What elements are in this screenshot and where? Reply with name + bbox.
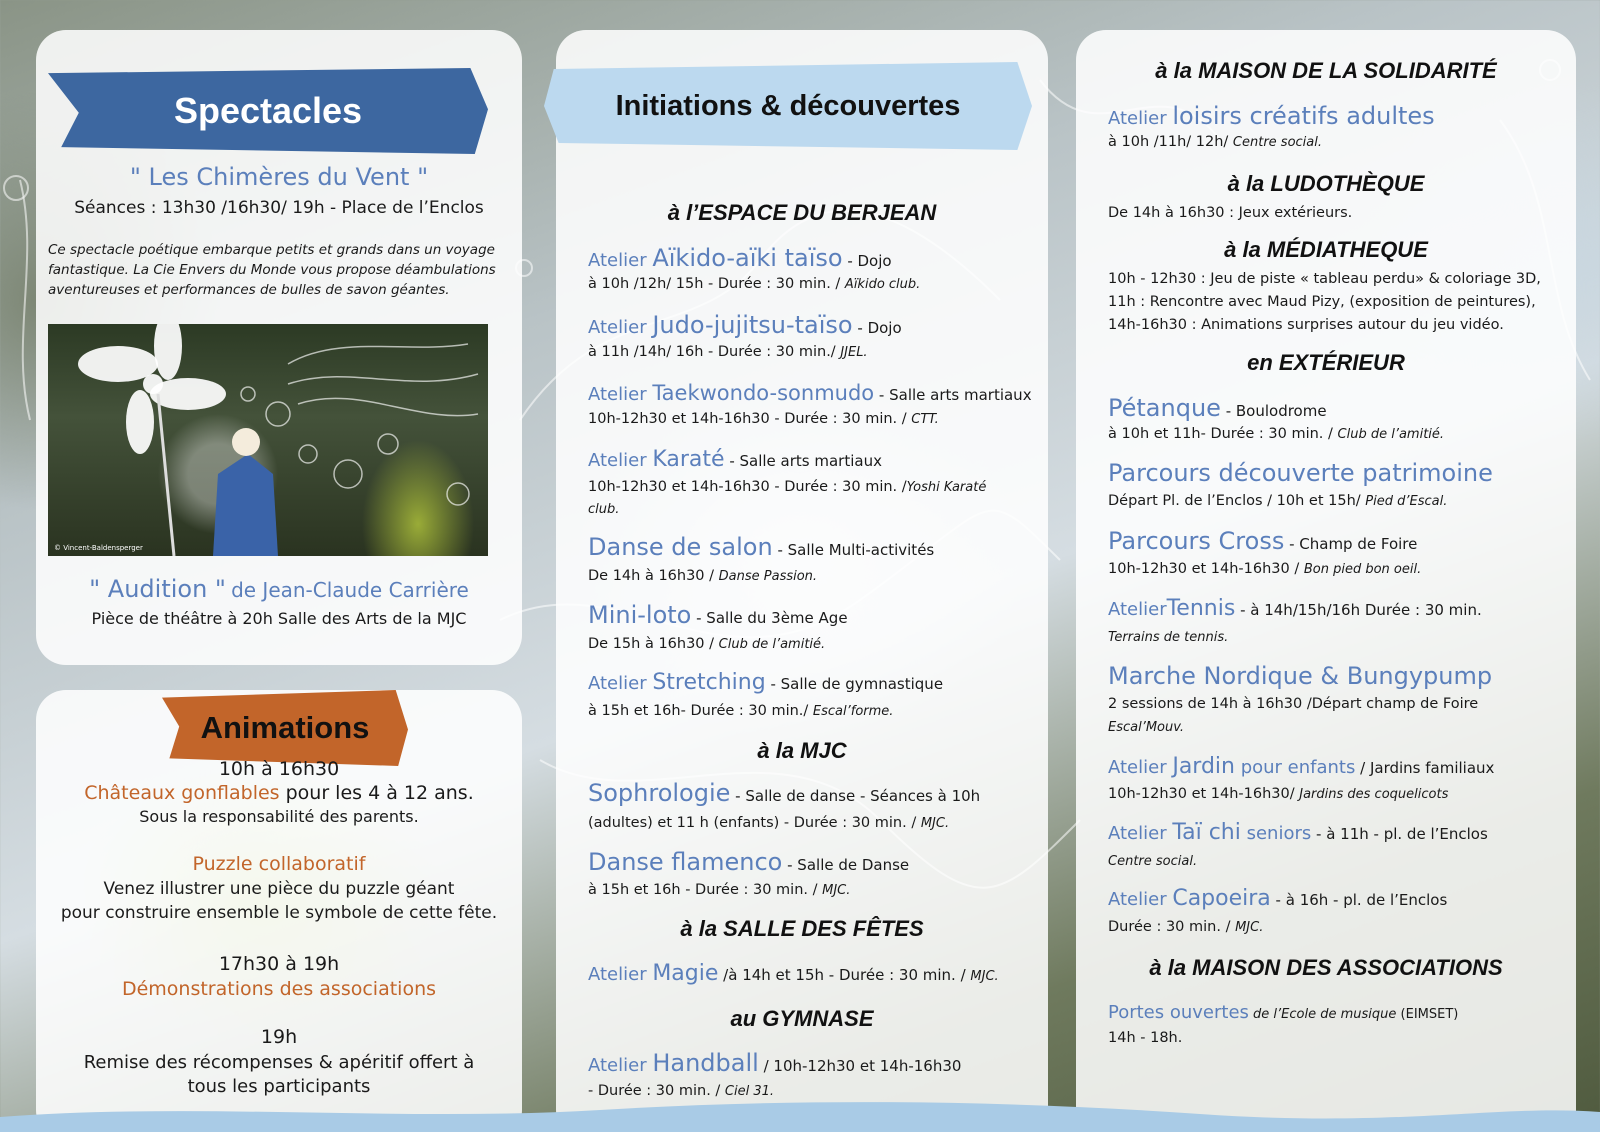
activity-stretching (588, 670, 943, 695)
activity-loisirs-detail (1108, 134, 1322, 150)
activity-prefix: Atelier (588, 384, 653, 405)
ludotheque-detail: De 14h à 16h30 : Jeux extérieurs. (1108, 205, 1353, 221)
activity-judo (588, 311, 902, 339)
audition-title-line (36, 575, 522, 603)
activity-portes-ouvertes (1108, 1002, 1458, 1023)
activity-karate (588, 447, 882, 472)
spectacles-title: Spectacles (173, 90, 363, 131)
activity-place: - à 16h - pl. de l’Enclos (1270, 891, 1448, 909)
activity-sub: de l’Ecole de musique (1248, 1007, 1397, 1022)
activity-prefix: Atelier (1108, 889, 1173, 910)
activity-danse-salon-detail (588, 568, 817, 584)
initiations-title: Initiations & découvertes (615, 90, 961, 122)
activity-detail: à 10h et 11h- Durée : 30 min. / (1108, 426, 1338, 442)
activity-org: MJC. (822, 883, 851, 898)
activity-taekwondo-detail (588, 411, 939, 427)
activity-detail: à 15h et 16h- Durée : 30 min./ (588, 703, 813, 719)
audition-title: " Audition " (89, 575, 226, 603)
anim-title-3: Démonstrations des associations (121, 978, 437, 1000)
mediatheque-line-2: 11h : Rencontre avec Maud Pizy, (exposition de peintures), (1108, 294, 1536, 310)
activity-prefix: Atelier (588, 450, 653, 471)
activity-stretching-detail (588, 703, 893, 719)
activity-org: MJC. (920, 816, 950, 831)
activity-petanque (1108, 394, 1327, 422)
activity-detail: à 10h /11h/ 12h/ (1108, 134, 1233, 150)
activity-place: - Salle arts martiaux (724, 452, 882, 470)
activity-jardin-detail (1108, 786, 1448, 802)
activity-org: Centre social. (1108, 854, 1198, 869)
activity-place: - Dojo (842, 252, 892, 270)
activity-place: - Boulodrome (1220, 402, 1327, 420)
bubble-show-photo (48, 324, 488, 556)
activity-place: - à 14h/15h/16h Durée : 30 min. (1235, 601, 1482, 619)
activity-detail: Durée : 30 min. / (1108, 919, 1236, 935)
activity-mini-loto-detail (588, 636, 825, 652)
activity-place: - Salle du 3ème Age (691, 609, 848, 627)
activity-detail: De 15h à 16h30 / (588, 636, 719, 652)
activity-prefix: Atelier (1108, 757, 1173, 778)
activity-org: Club de l’amitié. (1337, 427, 1445, 442)
section-salle-fetes: à la SALLE DES FÊTES (680, 916, 924, 941)
activity-taekwondo (588, 381, 1032, 405)
activity-org: Centre social. (1232, 135, 1322, 150)
section-associations: à la MAISON DES ASSOCIATIONS (1149, 955, 1503, 980)
activity-detail: à 10h /12h/ 15h - Durée : 30 min. / (588, 276, 845, 292)
activity-place: - Champ de Foire (1284, 535, 1418, 553)
activity-karate-detail-2 (588, 501, 619, 517)
activity-name-suffix: pour enfants (1234, 757, 1356, 778)
activity-loisirs-creatifs (1108, 102, 1435, 130)
section-mediatheque: à la MÉDIATHEQUE (1224, 237, 1428, 262)
activity-handball (588, 1049, 961, 1077)
activity-capoeira (1108, 886, 1447, 911)
activity-name: Magie (652, 961, 719, 986)
activity-name: Pétanque (1108, 394, 1221, 422)
activity-prefix: Atelier (588, 250, 653, 271)
activity-place: - Salle Multi-activités (772, 541, 935, 559)
activity-prefix: Atelier (588, 1055, 653, 1076)
show-description-1: Ce spectacle poétique embarque petits et grands dans un voyage (48, 242, 495, 258)
activity-detail: Départ Pl. de l’Enclos / 10h et 15h/ (1108, 493, 1366, 509)
activity-patrimoine-detail (1108, 493, 1447, 509)
activity-name: Danse de salon (588, 533, 773, 561)
activity-name: loisirs créatifs adultes (1172, 102, 1435, 130)
activity-karate-detail (588, 479, 986, 495)
venues-panel (1076, 30, 1576, 1132)
activity-detail: - Durée : 30 min. / (588, 1083, 725, 1099)
activity-detail: à 15h et 16h - Durée : 30 min. / (588, 882, 823, 898)
activity-prefix: Atelier (588, 673, 653, 694)
activity-sophrologie (588, 779, 980, 807)
section-solidarite: à la MAISON DE LA SOLIDARITÉ (1155, 58, 1497, 83)
mediatheque-line-3: 14h-16h30 : Animations surprises autour du jeu vidéo. (1108, 317, 1504, 333)
show-description-3: aventureuses et performances de bulles de savon géantes. (48, 282, 450, 298)
activity-detail: à 11h /14h/ 16h - Durée : 30 min./ (588, 344, 841, 360)
activity-place: - Salle de danse - Séances à 10h (730, 787, 981, 805)
anim-time-4: 19h (260, 1026, 298, 1048)
activity-capoeira-detail (1108, 919, 1263, 935)
show-title: " Les Chimères du Vent " (129, 163, 429, 191)
activity-prefix: Atelier (588, 317, 653, 338)
show-description-2: fantastique. La Cie Envers du Monde vous propose déambulations (48, 262, 496, 278)
activity-name: Judo-jujitsu-taïso (652, 311, 853, 339)
section-exterieur: en EXTÉRIEUR (1247, 350, 1405, 375)
activity-name: Mini-loto (588, 601, 692, 629)
anim-line-1 (36, 782, 522, 804)
photo-credit: © Vincent-Baldensperger (54, 544, 143, 552)
audition-info: Pièce de théâtre à 20h Salle des Arts de la MJC (91, 609, 467, 628)
activity-org: Bon pied bon oeil. (1303, 562, 1422, 577)
activity-danse-salon (588, 533, 934, 561)
activity-org: club. (588, 502, 620, 517)
activity-detail: /à 14h et 15h - Durée : 30 min. / (718, 966, 971, 984)
activity-place: - à 11h - pl. de l’Enclos (1311, 825, 1488, 843)
section-ludotheque: à la LUDOTHÈQUE (1227, 171, 1425, 196)
activity-name-suffix: seniors (1240, 823, 1312, 844)
activity-org: MJC. (970, 969, 999, 984)
activity-place: / Jardins familiaux (1355, 759, 1495, 777)
activity-org: Ciel 31. (724, 1084, 775, 1099)
activity-name: Capoeira (1172, 886, 1271, 911)
activity-jardin (1108, 754, 1494, 779)
activity-prefix: Atelier (1108, 823, 1173, 844)
section-mjc: à la MJC (757, 738, 847, 763)
activity-org: Yoshi Karaté (906, 480, 987, 495)
activity-portes-ouvertes-detail: 14h - 18h. (1108, 1030, 1183, 1046)
activity-org: Aïkido club. (844, 277, 921, 292)
anim-line-4a: Remise des récompenses & apéritif offert à (83, 1052, 475, 1073)
activity-cross-detail (1108, 561, 1421, 577)
anim-rest-1: pour les 4 à 12 ans. (279, 782, 474, 804)
activity-org: Danse Passion. (718, 569, 818, 584)
activity-prefix: Atelier (588, 964, 653, 985)
activity-place: / 10h-12h30 et 14h-16h30 (758, 1057, 962, 1075)
activity-place: - Salle de gymnastique (765, 675, 944, 693)
activity-taichi (1108, 820, 1488, 845)
anim-highlight-1: Châteaux gonflables (84, 782, 280, 804)
activity-name: Sophrologie (588, 779, 731, 807)
activity-place: - Salle de Danse (782, 856, 910, 874)
activity-sub-2: (EIMSET) (1396, 1007, 1459, 1022)
activity-cross (1108, 527, 1417, 555)
activity-place: - Dojo (852, 319, 902, 337)
bottom-wave (0, 1092, 1600, 1132)
activity-org: Pied d’Escal. (1365, 494, 1448, 509)
activity-aikido-detail (588, 276, 920, 292)
photo-illustration (48, 324, 488, 556)
show-seances: Séances : 13h30 /16h30/ 19h - Place de l’Enclos (74, 198, 484, 218)
activity-detail: 10h-12h30 et 14h-16h30 - Durée : 30 min. / (588, 479, 907, 495)
activity-tennis (1108, 596, 1482, 621)
activity-org: MJC. (1235, 920, 1264, 935)
activity-name: Stretching (652, 670, 766, 695)
activity-prefix: Atelier (1108, 599, 1167, 620)
activity-name: Taekwondo-sonmudo (652, 381, 875, 405)
anim-time-3: 17h30 à 19h (218, 953, 340, 975)
activity-taichi-detail (1108, 853, 1197, 869)
initiations-panel (556, 30, 1048, 1132)
activity-prefix: Atelier (1108, 108, 1173, 129)
activity-marche-nordique (1108, 662, 1492, 690)
section-gymnase: au GYMNASE (730, 1006, 874, 1031)
activity-name: Handball (652, 1049, 759, 1077)
activity-name: Taï chi (1172, 820, 1241, 845)
activity-org: Escal’forme. (812, 704, 894, 719)
activity-name: Jardin (1172, 754, 1235, 779)
anim-title-2: Puzzle collaboratif (192, 853, 366, 875)
activity-flamenco (588, 848, 909, 876)
activity-org: Club de l’amitié. (718, 637, 826, 652)
section-espace-berjean: à l’ESPACE DU BERJEAN (667, 200, 937, 225)
activity-name: Danse flamenco (588, 848, 783, 876)
activity-name: Aïkido-aïki taïso (652, 244, 843, 272)
anim-line-4b: tous les participants (187, 1076, 371, 1097)
activity-detail: 10h-12h30 et 14h-16h30/ (1108, 786, 1300, 802)
animations-title: Animations (200, 710, 370, 745)
activity-name: Marche Nordique & Bungypump (1108, 662, 1493, 690)
activity-magie (588, 961, 999, 986)
activity-place: - Salle arts martiaux (874, 386, 1032, 404)
activity-marche-org (1108, 719, 1184, 735)
activity-detail: 10h-12h30 et 14h-16h30 / (1108, 561, 1304, 577)
activity-tennis-detail (1108, 629, 1228, 645)
anim-time-1: 10h à 16h30 (218, 758, 340, 780)
animations-panel (36, 690, 522, 1132)
activity-marche-detail: 2 sessions de 14h à 16h30 /Départ champ de Foire (1108, 696, 1479, 712)
mediatheque-line-1: 10h - 12h30 : Jeu de piste « tableau perdu» & coloriage 3D, (1108, 271, 1541, 287)
activity-detail: 10h-12h30 et 14h-16h30 - Durée : 30 min. / (588, 411, 912, 427)
activity-sophrologie-detail (588, 815, 949, 831)
activity-flamenco-detail (588, 882, 850, 898)
activity-detail: De 14h à 16h30 / (588, 568, 719, 584)
anim-line-2a: Venez illustrer une pièce du puzzle géant (103, 879, 455, 899)
activity-aikido (588, 244, 892, 272)
activity-org: Jardins des coquelicots (1299, 787, 1449, 802)
activity-name: Portes ouvertes (1108, 1002, 1249, 1023)
activity-name: Tennis (1166, 596, 1236, 621)
activity-org: JJEL. (840, 345, 868, 360)
activity-patrimoine (1108, 459, 1493, 487)
anim-note-1: Sous la responsabilité des parents. (139, 807, 419, 826)
activity-name: Parcours découverte patrimoine (1108, 459, 1493, 487)
activity-mini-loto (588, 601, 848, 629)
activity-name: Karaté (652, 447, 725, 472)
activity-name: Parcours Cross (1108, 527, 1285, 555)
activity-org: CTT. (911, 412, 939, 427)
anim-line-2b: pour construire ensemble le symbole de cette fête. (60, 903, 498, 923)
activity-org: Escal’Mouv. (1108, 720, 1185, 735)
audition-author: de Jean-Claude Carrière (231, 578, 469, 602)
activity-petanque-detail (1108, 426, 1444, 442)
spectacles-panel (36, 30, 522, 665)
activity-org: Terrains de tennis. (1108, 630, 1229, 645)
activity-detail: (adultes) et 11 h (enfants) - Durée : 30 min. / (588, 815, 921, 831)
activity-judo-detail (588, 344, 868, 360)
